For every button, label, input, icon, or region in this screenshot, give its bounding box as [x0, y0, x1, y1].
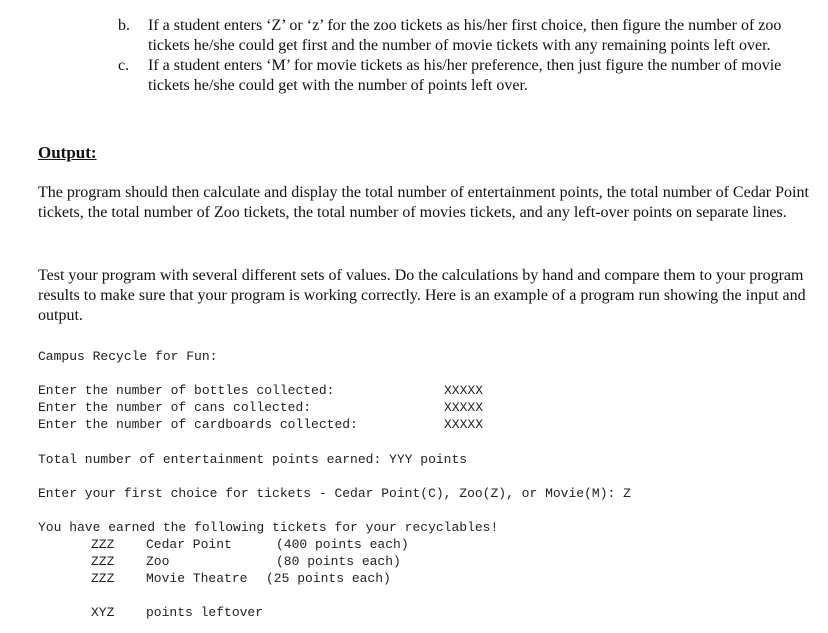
- instruction-item-b: [118, 16, 818, 56]
- output-description: The program should then calculate and display the total number of entertainment points, the total number of Cedar Point tickets, the total number of Zoo tickets, the total number of movies tickets, and any left-over points on separate lines.: [38, 184, 809, 221]
- ticket-name-movie: Movie Theatre: [146, 571, 248, 586]
- ticket-choice-line: Enter your first choice for tickets - Cedar Point(C), Zoo(Z), or Movie(M): Z: [38, 486, 631, 501]
- input-value-bottles: XXXXX: [444, 383, 484, 398]
- list-marker: b.: [118, 17, 130, 34]
- ticket-points-cedar-point: (400 points each): [276, 537, 409, 552]
- ticket-name-zoo: Zoo: [146, 554, 170, 569]
- test-instructions: Test your program with several different sets of values. Do the calculations by hand and compare them to your program results to make sure that your program is working correctly. Here is an example of a program run showing the input and output.: [38, 267, 806, 324]
- input-prompt-cans: Enter the number of cans collected:: [38, 400, 312, 415]
- ticket-count-cedar-point: ZZZ: [91, 537, 115, 552]
- ticket-points-movie: (25 points each): [266, 571, 391, 586]
- ticket-points-zoo: (80 points each): [276, 554, 401, 569]
- input-prompt-cardboards: Enter the number of cardboards collected:: [38, 417, 358, 432]
- instruction-text: If a student enters ‘Z’ or ‘z’ for the zoo tickets as his/her first choice, then figure the number of zoo tickets he/she could get first and the number of movie tickets with any remaining points left over.: [148, 17, 782, 54]
- ticket-name-cedar-point: Cedar Point: [146, 537, 232, 552]
- total-points-line: Total number of entertainment points earned: YYY points: [38, 452, 468, 467]
- leftover-count: XYZ: [91, 605, 115, 620]
- instruction-item-c: [118, 56, 818, 96]
- list-marker: c.: [118, 57, 130, 74]
- ticket-count-movie: ZZZ: [91, 571, 115, 586]
- instruction-text: If a student enters ‘M’ for movie tickets as his/her preference, then just figure the number of movie tickets he/she could get with the number of points left over.: [148, 57, 782, 94]
- leftover-label: points leftover: [146, 605, 264, 620]
- earned-tickets-line: You have earned the following tickets for your recyclables!: [38, 520, 499, 535]
- ticket-count-zoo: ZZZ: [91, 554, 115, 569]
- instruction-list: [118, 16, 818, 96]
- input-value-cans: XXXXX: [444, 400, 484, 415]
- output-heading: Output:: [38, 143, 97, 162]
- input-prompt-bottles: Enter the number of bottles collected:: [38, 383, 335, 398]
- input-value-cardboards: XXXXX: [444, 417, 484, 432]
- sample-run-title: Campus Recycle for Fun:: [38, 349, 218, 364]
